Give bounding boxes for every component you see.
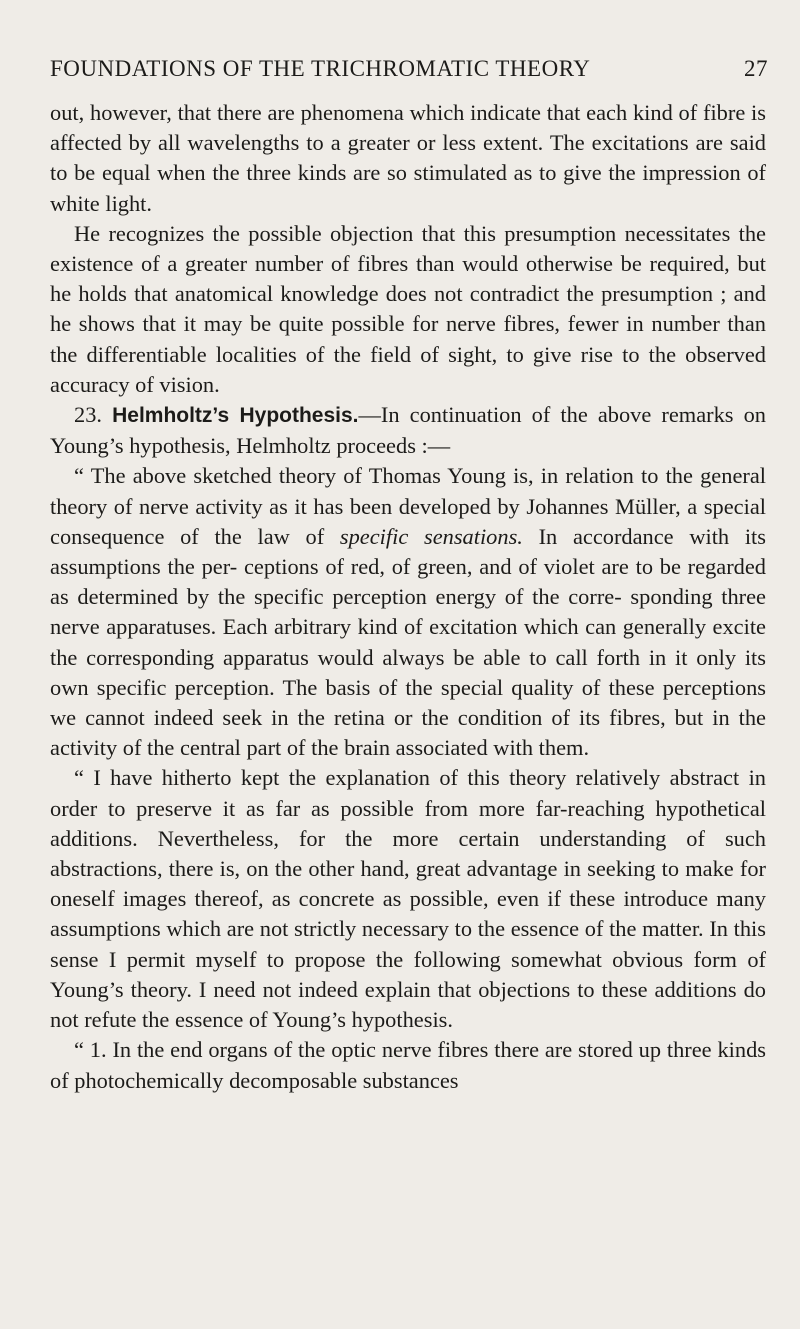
page-number: 27 <box>744 56 768 81</box>
paragraph-2: He recognizes the possible objection that this presumption necessitates the existence of a greater number of fibres than would otherwise be required, but he holds that anatomical knowledge does not contradict the presumption ; and he shows that it may be quite possible for nerve fibres, fewer in number than the differentiable localities of the field of sight, to give rise to the observed accuracy of vision. <box>50 220 766 397</box>
section-intro-text: —In continuation of the above remarks on Young’s hypothesis, Helmholtz proceeds :— <box>50 402 766 459</box>
body-text <box>50 98 766 1096</box>
paragraph-4-emphasis: specific sensations. <box>339 523 523 549</box>
paragraph-3 <box>50 400 766 461</box>
paragraph-4 <box>50 461 766 763</box>
paragraph-5: “ I have hitherto kept the explanation of this theory relatively abstract in order to preserve it as far as possible from more far-reaching hypothetical additions. Nevertheless, for the more certain understanding of such abstractions, there is, on the other hand, great advantage in seeking to make for oneself images thereof, as concrete as possible, even if these introduce many assumptions which are not strictly necessary to the essence of the matter. In this sense I permit myself to propose the following somewhat obvious form of Young’s theory. I need not indeed explain that objections to these additions do not refute the essence of Young’s hypothesis. <box>50 765 766 1033</box>
section-heading: Helmholtz’s Hypothesis. <box>112 404 359 428</box>
paragraph-1: out, however, that there are phenomena which indicate that each kind of fibre is affected by all wavelengths to a greater or less extent. The excitations are said to be equal when the three kinds are so stimulated as to give the impression of white light. <box>50 100 766 216</box>
running-head-title: FOUNDATIONS OF THE TRICHROMATIC THEORY <box>50 56 591 81</box>
running-head <box>50 56 768 86</box>
paragraph-6: “ 1. In the end organs of the optic nerve fibres there are stored up three kinds of photochemically decomposable substances <box>50 1037 766 1093</box>
paragraph-4-text-a: “ The above sketched theory of Thomas Young is, in relation to the general theory of nerve activity as it has been developed by Johannes Müller, a special consequence of the law of <box>50 463 766 549</box>
paragraph-4-text-b: In accordance with its assumptions the per- ceptions of red, of green, and of violet are to be regarded as determined by the specific perception energy of the corre- sponding three nerve apparatuses. Each arbitrary kind of excitation which can generally excite the corresponding apparatus would always be able to call forth in it only its own specific perception. The basis of the special quality of these perceptions we cannot indeed seek in the retina or the condition of its fibres, but in the activity of the central part of the brain associated with them. <box>50 523 766 761</box>
section-number: 23. <box>74 402 102 428</box>
